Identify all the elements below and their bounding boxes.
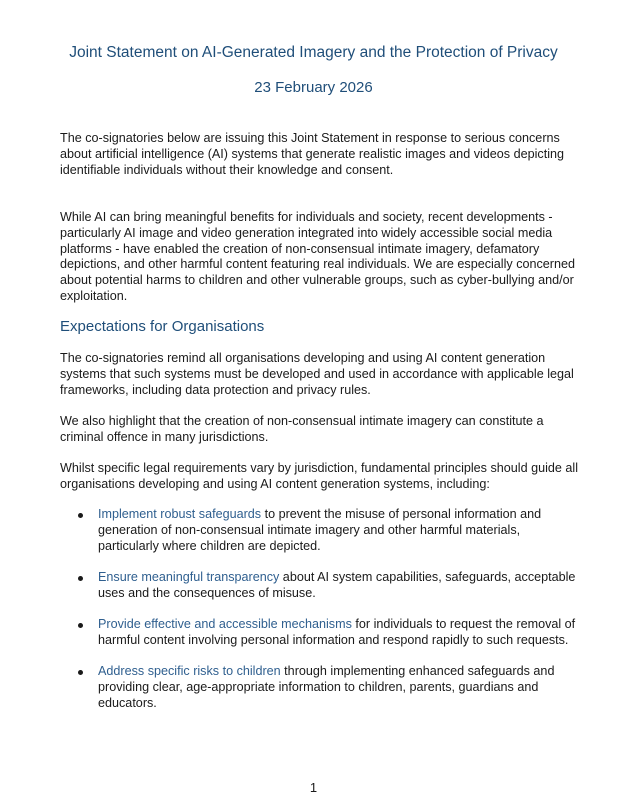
principle-text: about AI system capabilities, safeguards, acceptable uses and the consequences of misuse. [98, 569, 576, 600]
bullet-icon [78, 623, 83, 628]
principles-list [60, 507, 580, 727]
principle-item [60, 570, 580, 602]
principle-highlight: Implement robust safeguards [98, 507, 262, 521]
bullet-icon [78, 513, 83, 518]
section-heading: Expectations for Organisations [60, 318, 265, 335]
page-number: 1 [309, 780, 318, 795]
bullet-icon [78, 670, 83, 675]
intro-paragraph-2: While AI can bring meaningful benefits for individuals and society, recent developments - particularly AI image and video generation integrated into widely accessible social media platforms - have enabled the creation of non-consensual intimate imagery, defamatory depictions, and other harmful content featuring real individuals. We are especially concerned about potential harms to children and other vulnerable groups, such as cyber-bullying and/or exploitation. [60, 210, 576, 303]
principle-item [60, 507, 580, 554]
principle-highlight: Address specific risks to children [98, 664, 281, 679]
section-paragraph-2: We also highlight that the creation of non-consensual intimate imagery can constitute a criminal offence in many jurisdictions. [60, 414, 544, 444]
principle-text: for individuals to request the removal of harmful content involving personal information and respond rapidly to such requests. [98, 616, 576, 647]
document-date: 23 February 2026 [254, 79, 373, 96]
intro-paragraph-1: The co-signatories below are issuing this Joint Statement in response to serious concerns about artificial intelligence (AI) systems that generate realistic images and videos depicting identifiable individuals without their knowledge and consent. [60, 131, 565, 177]
principle-highlight: Provide effective and accessible mechanisms [98, 616, 352, 631]
section-paragraph-3: Whilst specific legal requirements vary by jurisdiction, fundamental principles should guide all organisations developing and using AI content generation systems, including: [60, 461, 578, 491]
bullet-icon [78, 576, 83, 581]
principle-item [60, 664, 580, 711]
principle-text: to prevent the misuse of personal information and generation of non-consensual intimate imagery and other harmful materials, particularly where children are depicted. [98, 507, 542, 553]
section-paragraph-1: The co-signatories remind all organisations developing and using AI content generation systems that such systems must be developed and used in accordance with applicable legal frameworks, including data protection and privacy rules. [60, 351, 574, 397]
principle-text: through implementing enhanced safeguards and providing clear, age-appropriate information to children, parents, guardians and educators. [98, 664, 555, 710]
principle-item [60, 617, 580, 649]
document-title: Joint Statement on AI-Generated Imagery and the Protection of Privacy [69, 44, 558, 61]
principle-highlight: Ensure meaningful transparency [98, 569, 280, 584]
